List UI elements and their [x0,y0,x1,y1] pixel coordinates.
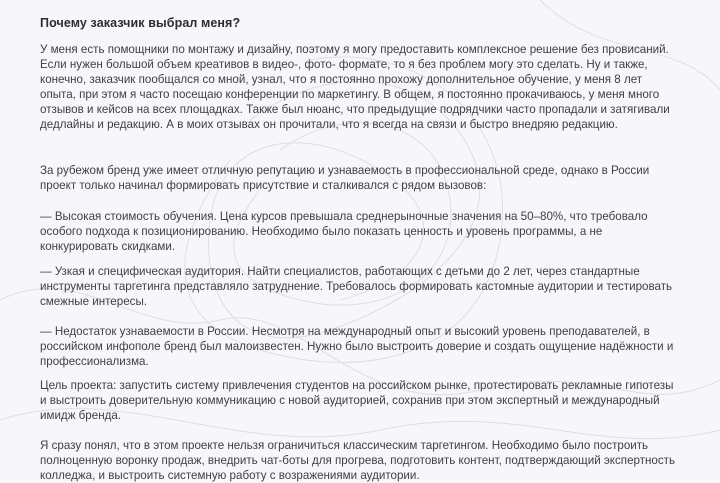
paragraph-project-goal: Цель проекта: запустить систему привлечения студентов на российском рынке, протестировать рекламные гипотезы и выстроить доверительную коммуникацию с новой аудиторией, сохранив при этом экспертный и международный имидж бренда. [40,379,674,422]
section-heading: Почему заказчик выбрал меня? [40,16,241,30]
paragraph-approach: Я сразу понял, что в этом проекте нельзя ограничиться классическим таргетингом. Необходимо было построить полноценную воронку продаж, внедрить чат-боты для прогрева, подготовить контент, подтверждающий экспертность колледжа, и выстроить системную работу с возражениями аудитории. [40,439,676,482]
paragraph-challenge-audience: — Узкая и специфическая аудитория. Найти специалистов, работающих с детьми до 2 лет, через стандартные инструменты таргетинга представляло затруднение. Требовалось формировать кастомные аудитории и тестировать смежные интересы. [40,265,673,308]
paragraph-challenge-awareness: — Недостаток узнаваемости в России. Несмотря на международный опыт и высокий уровень преподавателей, в российском инфополе бренд был малоизвестен. Нужно было выстроить доверие и создать ощущение надёжности и профессионализма. [40,325,674,368]
paragraph-challenge-cost: — Высокая стоимость обучения. Цена курсов превышала среднерыночные значения на 50–80%, что требовало особого подхода к позиционированию. Необходимо было показать ценность и уровень программы, а не конкурировать скидками. [40,210,648,253]
cropped-text-fragment [40,0,200,2]
paragraph-challenges-intro: За рубежом бренд уже имеет отличную репутацию и узнаваемость в профессиональной среде, однако в России проект только начинал формировать присутствие и сталкивался с рядом вызовов: [40,164,650,192]
paragraph-experience: У меня есть помощники по монтажу и дизайну, поэтому я могу предоставить комплексное решение без провисаний. Если нужен большой объем креативов в видео-, фото- формате, то я без проблем могу это сделать. Ну и также, конечно, заказчик пообщался со мной, узнал, что я постоянно прохожу дополнительное обучение, у меня 8 лет опыта, при этом я часто посещаю конференции по маркетингу. В общем, я постоянно прокачиваюсь, у меня много отзывов и кейсов на всех площадках. Также был нюанс, что предыдущие подрядчики часто пропадали и затягивали дедлайны и редакцию. А в моих отзывах он прочитали, что я всегда на связи и быстро внедряю редакцию. [40,43,670,131]
